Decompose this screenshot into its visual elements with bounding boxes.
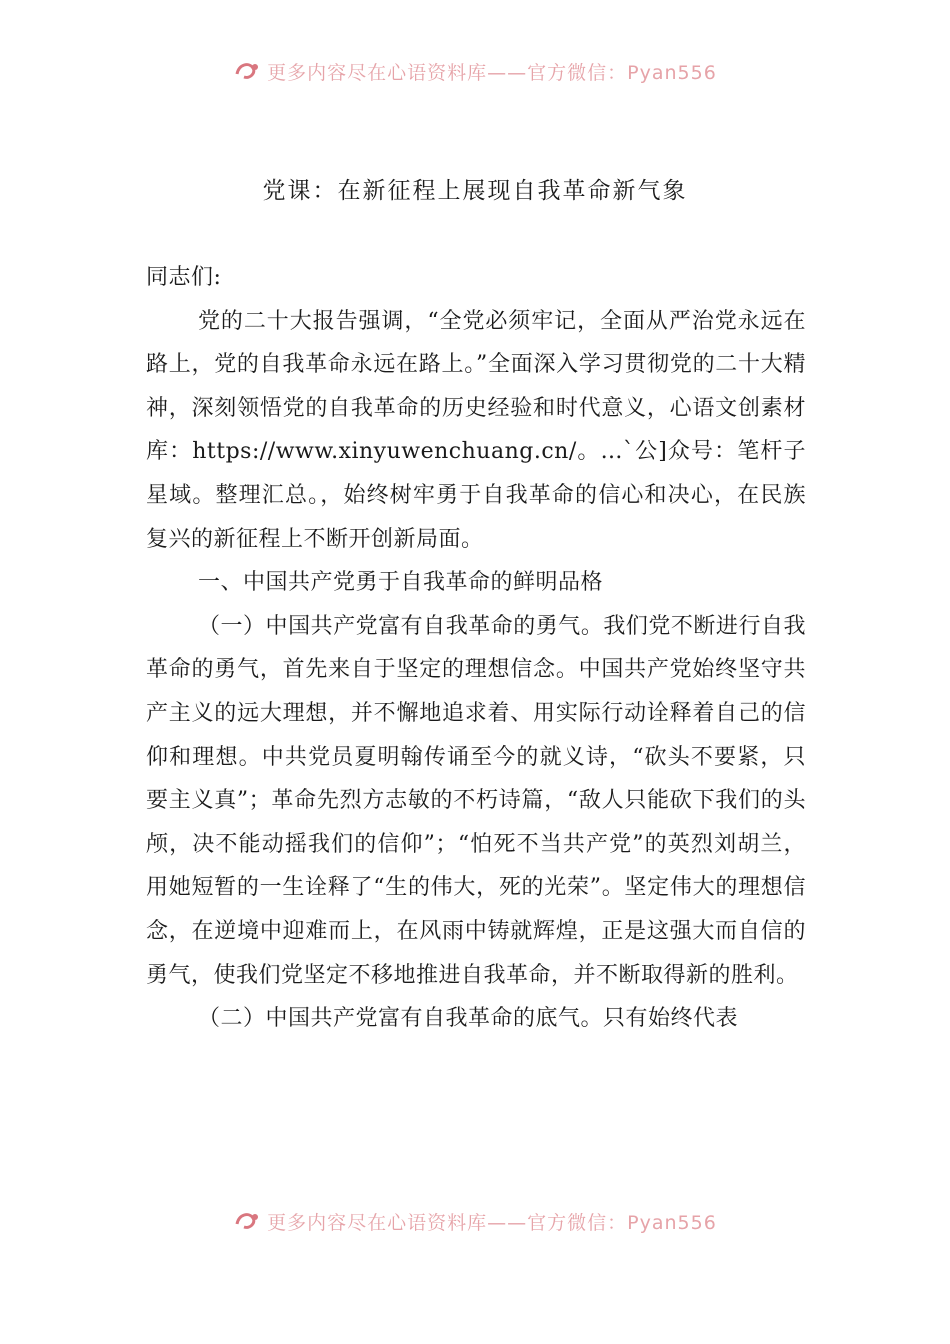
watermark-text: 更多内容尽在心语资料库——官方微信：Pyan556 [267,1212,717,1234]
paragraph-intro: 党的二十大报告强调，“全党必须牢记，全面从严治党永远在路上，党的自我革命永远在路上。”全面深入学习贯彻党的二十大精神，深刻领悟党的自我革命的历史经验和时代意义，心语文创素材库：https://www.xinyuwenchuang.cn/。…`公]众号：笔杆子星域。整理汇总。，始终树牢勇于自我革命的信心和决心，在民族复兴的新征程上不断开创新局面。 [146,308,806,552]
watermark-text: 更多内容尽在心语资料库——官方微信：Pyan556 [267,62,717,84]
watermark-header [0,58,950,87]
greeting: 同志们: [146,265,222,290]
section-heading-1: 一、中国共产党勇于自我革命的鲜明品格 [198,570,604,596]
paragraph-courage: （一）中国共产党富有自我革命的勇气。我们党不断进行自我革命的勇气，首先来自于坚定的理想信念。中国共产党始终坚守共产主义的远大理想，并不懈地追求着、用实际行动诠释着自己的信仰和理想。中共党员夏明翰传诵至今的就义诗，“砍头不要紧，只要主义真”；革命先烈方志敏的不朽诗篇，“敌人只能砍下我们的头颅，决不能动摇我们的信仰”；“怕死不当共产党”的英烈刘胡兰，用她短暂的一生诠释了“生的伟大，死的光荣”。坚定伟大的理想信念，在逆境中迎难而上，在风雨中铸就辉煌，正是这强大而自信的勇气，使我们党坚定不移地推进自我革命，并不断取得新的胜利。 [146,613,806,988]
watermark-logo-icon [233,60,263,87]
watermark-logo-icon [233,1210,263,1237]
document-body [146,256,806,1041]
document-title: 党课：在新征程上展现自我革命新气象 [262,178,688,204]
watermark-footer [0,1208,950,1237]
paragraph-confidence: （二）中国共产党富有自我革命的底气。只有始终代表 [198,1006,739,1032]
